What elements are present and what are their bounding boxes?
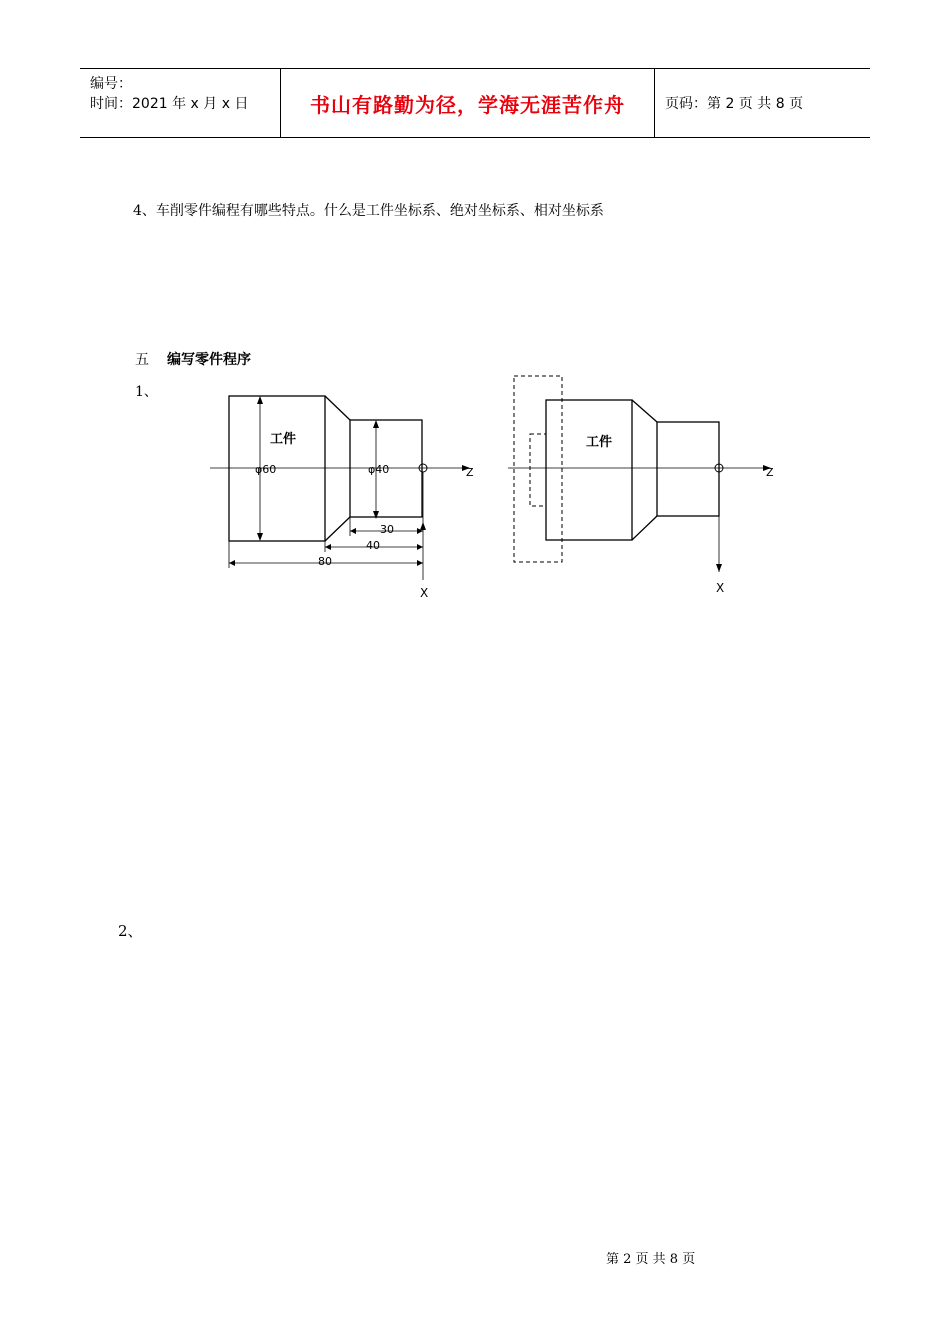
large-cylinder: [229, 396, 325, 541]
chuck-workpiece-diagram: [500, 370, 790, 600]
header-page-cell: [655, 69, 870, 137]
workpiece-large-section: [546, 400, 632, 540]
x-axis-label: X: [420, 586, 429, 600]
item-2-label: 2、: [118, 922, 143, 940]
dim40-label: 40: [366, 539, 380, 552]
z-axis-label: Z: [466, 466, 474, 479]
x-axis-arrow: [420, 522, 426, 530]
workpiece-label: 工件: [586, 435, 613, 450]
taper-bottom-edge: [325, 517, 350, 541]
workpiece-small-section: [657, 422, 719, 516]
dia60-label: φ60: [255, 463, 277, 476]
section-number: 五: [135, 352, 149, 368]
section-title: 编写零件程序: [167, 352, 251, 368]
dia40-label: φ40: [368, 463, 390, 476]
motto-text: 书山有路勤为径，学海无涯苦作舟: [310, 92, 625, 117]
header-page-info: 页码：第 2 页 共 8 页: [665, 96, 804, 112]
jaw-outline: [530, 434, 546, 506]
document-number-label: 编号：: [90, 76, 132, 92]
x-axis-label: X: [716, 581, 725, 595]
taper-top-edge: [325, 396, 350, 420]
header-motto-cell: [281, 69, 655, 137]
workpiece-label: 工件: [270, 432, 297, 447]
header-left-cell: [80, 69, 281, 137]
question-4: 4、车削零件编程有哪些特点。什么是工件坐标系、绝对坐标系、相对坐标系: [133, 203, 604, 219]
page-footer: 第 2 页 共 8 页: [606, 1252, 696, 1267]
z-axis-label: Z: [766, 466, 774, 479]
page-header: [80, 68, 870, 138]
document-date-label: 时间：2021 年 x 月 x 日: [90, 96, 249, 112]
workpiece-dimension-diagram: [210, 380, 490, 605]
x-axis-arrow: [716, 564, 722, 572]
taper-bottom-edge: [632, 516, 657, 540]
chuck-outline: [514, 376, 562, 562]
taper-top-edge: [632, 400, 657, 422]
dim80-label: 80: [318, 555, 332, 568]
item-1-label: 1、: [135, 384, 158, 400]
dim30-label: 30: [380, 523, 394, 536]
